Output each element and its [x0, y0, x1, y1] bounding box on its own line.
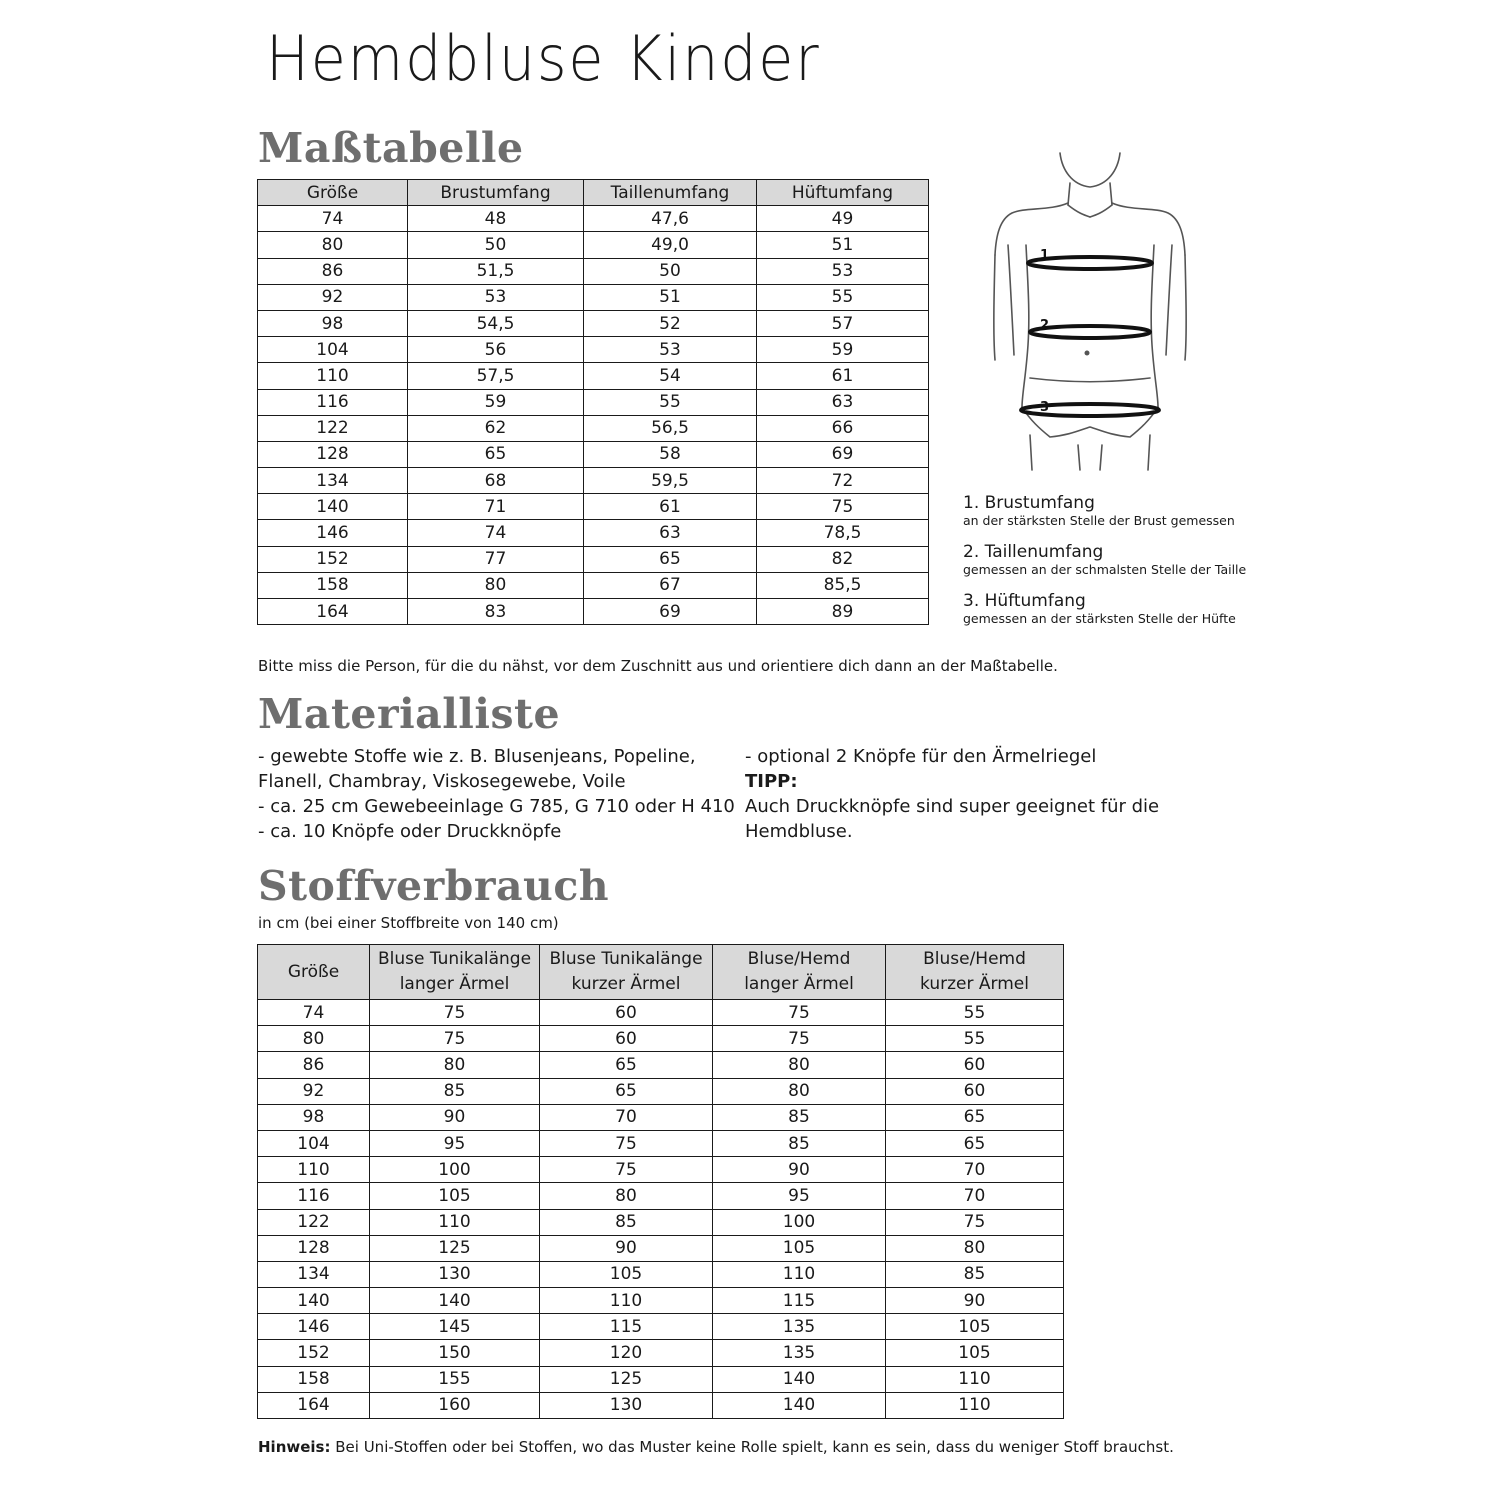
fabric-col-header	[713, 945, 886, 1000]
header-line: langer Ärmel	[399, 974, 510, 994]
legend-title-waist: 2. Taillenumfang	[963, 542, 1104, 562]
header-line: langer Ärmel	[744, 974, 854, 994]
table-cell: 122	[258, 415, 408, 441]
table-cell: 60	[886, 1078, 1064, 1104]
table-cell: 75	[370, 1026, 540, 1052]
table-cell: 158	[258, 572, 408, 598]
material-line: Flanell, Chambray, Viskosegewebe, Voile	[258, 771, 626, 792]
table-cell: 80	[713, 1078, 886, 1104]
header-line: Bluse/Hemd	[747, 949, 851, 969]
table-cell: 128	[258, 441, 408, 467]
table-cell: 59	[408, 389, 584, 415]
table-cell: 49	[757, 206, 929, 232]
table-cell: 89	[757, 599, 929, 625]
table-cell: 105	[713, 1235, 886, 1261]
table-cell: 58	[584, 441, 757, 467]
table-cell: 62	[408, 415, 584, 441]
table-row	[258, 1078, 1064, 1104]
material-line: - ca. 25 cm Gewebeeinlage G 785, G 710 oder H 410	[258, 796, 735, 817]
fabric-heading: Stoffverbrauch	[258, 862, 610, 910]
fabric-subheading: in cm (bei einer Stoffbreite von 140 cm)	[258, 914, 559, 932]
fabric-col-header	[886, 945, 1064, 1000]
measure-col-header: Größe	[258, 180, 408, 206]
measure-col-header: Brustumfang	[408, 180, 584, 206]
table-cell: 158	[258, 1366, 370, 1392]
table-cell: 69	[584, 599, 757, 625]
table-row	[258, 1026, 1064, 1052]
table-cell: 152	[258, 546, 408, 572]
table-cell: 71	[408, 494, 584, 520]
table-row	[258, 599, 929, 625]
table-cell: 48	[408, 206, 584, 232]
table-cell: 122	[258, 1209, 370, 1235]
tip-label: TIPP:	[745, 771, 798, 792]
tip-line: Auch Druckknöpfe sind super geeignet für die	[745, 796, 1160, 817]
table-cell: 140	[258, 1288, 370, 1314]
table-cell: 105	[886, 1314, 1064, 1340]
table-cell: 65	[886, 1130, 1064, 1156]
table-cell: 67	[584, 572, 757, 598]
table-cell: 150	[370, 1340, 540, 1366]
table-cell: 65	[408, 441, 584, 467]
header-line: kurzer Ärmel	[571, 974, 681, 994]
table-cell: 116	[258, 389, 408, 415]
table-cell: 155	[370, 1366, 540, 1392]
table-cell: 95	[370, 1130, 540, 1156]
table-cell: 75	[540, 1157, 713, 1183]
table-cell: 63	[757, 389, 929, 415]
table-cell: 70	[886, 1183, 1064, 1209]
table-cell: 75	[540, 1130, 713, 1156]
table-cell: 54,5	[408, 310, 584, 336]
table-cell: 49,0	[584, 232, 757, 258]
table-cell: 145	[370, 1314, 540, 1340]
table-cell: 146	[258, 520, 408, 546]
fabric-header-row	[258, 945, 1064, 1000]
table-cell: 59	[757, 337, 929, 363]
table-cell: 140	[713, 1392, 886, 1418]
table-cell: 85,5	[757, 572, 929, 598]
measure-header-row	[258, 180, 929, 206]
table-cell: 50	[408, 232, 584, 258]
table-cell: 152	[258, 1340, 370, 1366]
table-row	[258, 546, 929, 572]
table-row	[258, 1052, 1064, 1078]
table-cell: 95	[713, 1183, 886, 1209]
material-line: - gewebte Stoffe wie z. B. Blusenjeans, Popeline,	[258, 746, 696, 767]
table-cell: 98	[258, 1104, 370, 1130]
table-row	[258, 206, 929, 232]
header-line: Bluse Tunikalänge	[377, 949, 532, 969]
measure-body	[258, 206, 929, 625]
table-row	[258, 1261, 1064, 1287]
table-cell: 70	[540, 1104, 713, 1130]
table-cell: 120	[540, 1340, 713, 1366]
table-cell: 47,6	[584, 206, 757, 232]
table-cell: 116	[258, 1183, 370, 1209]
material-line: - ca. 10 Knöpfe oder Druckknöpfe	[258, 821, 562, 842]
hint-label: Hinweis:	[258, 1438, 331, 1456]
table-cell: 80	[408, 572, 584, 598]
table-cell: 110	[886, 1366, 1064, 1392]
table-cell: 90	[886, 1288, 1064, 1314]
table-row	[258, 1130, 1064, 1156]
legend-sub-chest: an der stärksten Stelle der Brust gemessen	[963, 513, 1235, 528]
table-cell: 68	[408, 468, 584, 494]
table-row	[258, 1392, 1064, 1418]
table-cell: 57	[757, 310, 929, 336]
table-cell: 80	[258, 1026, 370, 1052]
table-cell: 92	[258, 284, 408, 310]
table-cell: 135	[713, 1340, 886, 1366]
table-cell: 61	[584, 494, 757, 520]
table-cell: 85	[886, 1261, 1064, 1287]
fabric-body	[258, 1000, 1064, 1419]
table-cell: 51	[584, 284, 757, 310]
table-cell: 85	[713, 1104, 886, 1130]
table-cell: 74	[408, 520, 584, 546]
table-cell: 80	[370, 1052, 540, 1078]
table-cell: 82	[757, 546, 929, 572]
table-row	[258, 1366, 1064, 1392]
table-cell: 55	[757, 284, 929, 310]
table-row	[258, 1209, 1064, 1235]
materials-heading: Materialliste	[258, 690, 561, 738]
navel-dot	[1085, 351, 1090, 356]
table-row	[258, 1314, 1064, 1340]
table-cell: 75	[713, 1026, 886, 1052]
table-cell: 146	[258, 1314, 370, 1340]
measure-note: Bitte miss die Person, für die du nähst, vor dem Zuschnitt aus und orientiere dich dann an der Maßtabelle.	[258, 657, 1058, 675]
table-row	[258, 1340, 1064, 1366]
measure-heading: Maßtabelle	[258, 124, 524, 172]
table-row	[258, 494, 929, 520]
legend-sub-hip: gemessen an der stärksten Stelle der Hüfte	[963, 611, 1236, 626]
fabric-table	[257, 944, 1064, 1419]
table-cell: 78,5	[757, 520, 929, 546]
table-cell: 134	[258, 468, 408, 494]
table-row	[258, 1157, 1064, 1183]
legend-title-chest: 1. Brustumfang	[963, 493, 1095, 513]
material-optional-line: - optional 2 Knöpfe für den Ärmelriegel	[745, 746, 1097, 767]
table-cell: 65	[886, 1104, 1064, 1130]
marker-2: 2	[1040, 318, 1050, 333]
table-cell: 90	[540, 1235, 713, 1261]
table-cell: 51,5	[408, 258, 584, 284]
table-cell: 110	[540, 1288, 713, 1314]
table-row	[258, 1235, 1064, 1261]
table-cell: 69	[757, 441, 929, 467]
table-cell: 53	[408, 284, 584, 310]
table-cell: 53	[757, 258, 929, 284]
table-cell: 72	[757, 468, 929, 494]
table-cell: 80	[258, 232, 408, 258]
header-line: Bluse/Hemd	[923, 949, 1026, 969]
measure-col-header: Taillenumfang	[584, 180, 757, 206]
table-cell: 56,5	[584, 415, 757, 441]
table-cell: 86	[258, 258, 408, 284]
table-cell: 80	[713, 1052, 886, 1078]
table-cell: 100	[370, 1157, 540, 1183]
tip-line: Hemdbluse.	[745, 821, 853, 842]
table-cell: 55	[886, 1026, 1064, 1052]
table-cell: 140	[713, 1366, 886, 1392]
table-row	[258, 1000, 1064, 1026]
table-cell: 60	[886, 1052, 1064, 1078]
table-row	[258, 337, 929, 363]
table-cell: 65	[584, 546, 757, 572]
table-row	[258, 310, 929, 336]
table-row	[258, 415, 929, 441]
table-cell: 65	[540, 1078, 713, 1104]
table-cell: 75	[370, 1000, 540, 1026]
table-cell: 51	[757, 232, 929, 258]
table-row	[258, 1104, 1064, 1130]
marker-3: 3	[1040, 400, 1050, 415]
table-cell: 135	[713, 1314, 886, 1340]
table-cell: 56	[408, 337, 584, 363]
table-cell: 110	[713, 1261, 886, 1287]
table-row	[258, 520, 929, 546]
fabric-col-header	[370, 945, 540, 1000]
table-cell: 104	[258, 337, 408, 363]
table-cell: 75	[886, 1209, 1064, 1235]
body-measurement-figure	[980, 145, 1220, 475]
table-row	[258, 284, 929, 310]
table-row	[258, 468, 929, 494]
table-cell: 74	[258, 1000, 370, 1026]
materials-left	[258, 744, 735, 844]
table-cell: 125	[540, 1366, 713, 1392]
table-cell: 59,5	[584, 468, 757, 494]
header-line: Größe	[287, 961, 340, 982]
table-cell: 66	[757, 415, 929, 441]
table-cell: 85	[370, 1078, 540, 1104]
table-cell: 70	[886, 1157, 1064, 1183]
fabric-col-header	[540, 945, 713, 1000]
table-cell: 74	[258, 206, 408, 232]
table-cell: 55	[886, 1000, 1064, 1026]
measurement-legend	[963, 493, 1246, 640]
table-cell: 83	[408, 599, 584, 625]
table-cell: 52	[584, 310, 757, 336]
table-cell: 110	[886, 1392, 1064, 1418]
table-row	[258, 389, 929, 415]
header-line: kurzer Ärmel	[920, 974, 1029, 994]
table-cell: 160	[370, 1392, 540, 1418]
table-cell: 110	[258, 1157, 370, 1183]
table-cell: 54	[584, 363, 757, 389]
table-cell: 110	[370, 1209, 540, 1235]
table-cell: 115	[540, 1314, 713, 1340]
hint-text: Bei Uni-Stoffen oder bei Stoffen, wo das Muster keine Rolle spielt, kann es sein, dass du weniger Stoff brauchst.	[330, 1438, 1174, 1456]
table-cell: 55	[584, 389, 757, 415]
table-cell: 60	[540, 1026, 713, 1052]
table-cell: 90	[370, 1104, 540, 1130]
table-cell: 164	[258, 1392, 370, 1418]
header-line: Bluse Tunikalänge	[549, 949, 703, 969]
legend-title-hip: 3. Hüftumfang	[963, 591, 1086, 611]
table-cell: 100	[713, 1209, 886, 1235]
table-cell: 92	[258, 1078, 370, 1104]
chin-outline	[1060, 153, 1120, 187]
hint-note	[258, 1438, 1174, 1456]
table-cell: 105	[370, 1183, 540, 1209]
page-title: Hemdbluse Kinder	[266, 22, 821, 95]
table-cell: 115	[713, 1288, 886, 1314]
table-cell: 105	[540, 1261, 713, 1287]
table-cell: 134	[258, 1261, 370, 1287]
table-cell: 140	[370, 1288, 540, 1314]
table-row	[258, 572, 929, 598]
table-cell: 104	[258, 1130, 370, 1156]
fabric-col-header	[258, 945, 370, 1000]
table-cell: 90	[713, 1157, 886, 1183]
table-cell: 130	[370, 1261, 540, 1287]
table-row	[258, 232, 929, 258]
table-row	[258, 1288, 1064, 1314]
table-cell: 164	[258, 599, 408, 625]
table-cell: 50	[584, 258, 757, 284]
table-cell: 85	[540, 1209, 713, 1235]
table-cell: 75	[757, 494, 929, 520]
table-cell: 98	[258, 310, 408, 336]
table-cell: 80	[886, 1235, 1064, 1261]
table-cell: 61	[757, 363, 929, 389]
table-cell: 53	[584, 337, 757, 363]
table-cell: 110	[258, 363, 408, 389]
marker-1: 1	[1040, 248, 1050, 263]
table-cell: 128	[258, 1235, 370, 1261]
table-cell: 86	[258, 1052, 370, 1078]
materials-right	[745, 744, 1159, 844]
table-cell: 77	[408, 546, 584, 572]
table-cell: 130	[540, 1392, 713, 1418]
table-cell: 65	[540, 1052, 713, 1078]
table-cell: 75	[713, 1000, 886, 1026]
table-row	[258, 441, 929, 467]
table-cell: 80	[540, 1183, 713, 1209]
table-cell: 140	[258, 494, 408, 520]
table-cell: 125	[370, 1235, 540, 1261]
table-cell: 85	[713, 1130, 886, 1156]
table-cell: 63	[584, 520, 757, 546]
measure-col-header: Hüftumfang	[757, 180, 929, 206]
table-row	[258, 258, 929, 284]
table-cell: 105	[886, 1340, 1064, 1366]
table-row	[258, 363, 929, 389]
table-cell: 57,5	[408, 363, 584, 389]
table-row	[258, 1183, 1064, 1209]
measure-table	[257, 179, 929, 625]
legend-sub-waist: gemessen an der schmalsten Stelle der Taille	[963, 562, 1247, 577]
table-cell: 60	[540, 1000, 713, 1026]
